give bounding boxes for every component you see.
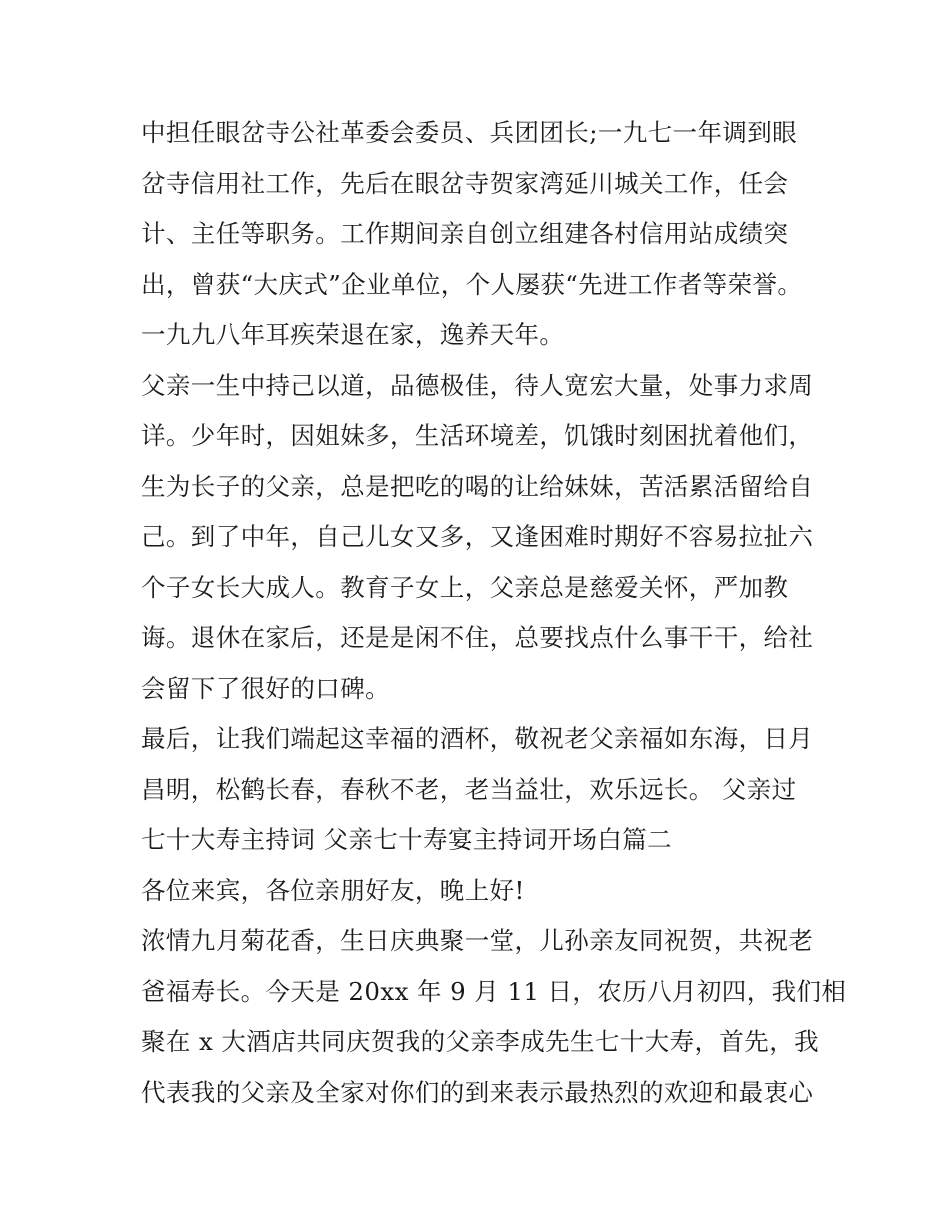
text-line-12: 会留下了很好的口碑。 bbox=[141, 673, 390, 703]
text-line-4: 出，曾获“大庆式”企业单位，个人屡获“先进工作者等荣誉。 bbox=[141, 269, 803, 299]
text-line-18: 爸福寿长。今天是 20xx 年 9 月 11 日，农历八月初四，我们相 bbox=[141, 976, 847, 1006]
text-line-10: 个子女长大成人。教育子女上，父亲总是慈爱关怀，严加教 bbox=[141, 572, 789, 602]
text-line-1: 中担任眼岔寺公社革委会委员、兵团团长;一九七一年调到眼 bbox=[141, 118, 798, 147]
text-line-9: 己。到了中年，自己儿女又多，又逢困难时期好不容易拉扯六 bbox=[141, 522, 814, 551]
document-body bbox=[141, 108, 847, 1118]
text-line-5: 一九九八年耳疾荣退在家，逸养天年。 bbox=[141, 320, 565, 349]
text-line-6: 父亲一生中持己以道，品德极佳，待人宽宏大量，处事力求周 bbox=[141, 370, 814, 400]
text-line-20: 代表我的父亲及全家对你们的到来表示最热烈的欢迎和最衷心 bbox=[141, 1077, 814, 1107]
text-line-13: 最后，让我们端起这幸福的酒杯，敬祝老父亲福如东海，日月 bbox=[141, 724, 814, 753]
text-line-7: 详。少年时，因姐妹多，生活环境差，饥饿时刻困扰着他们， bbox=[141, 421, 814, 450]
text-line-8: 生为长子的父亲，总是把吃的喝的让给妹妹，苦活累活留给自 bbox=[141, 471, 814, 501]
text-line-16: 各位来宾，各位亲朋好友，晚上好! bbox=[141, 875, 525, 905]
text-line-11: 诲。退休在家后，还是是闲不住，总要找点什么事干干，给社 bbox=[141, 623, 814, 652]
text-line-15: 七十大寿主持词 父亲七十寿宴主持词开场白篇二 bbox=[141, 825, 673, 854]
text-line-17: 浓情九月菊花香，生日庆典聚一堂，儿孙亲友同祝贺，共祝老 bbox=[141, 926, 814, 955]
text-line-14: 昌明，松鹤长春，春秋不老，老当益壮，欢乐远长。 父亲过 bbox=[141, 774, 797, 804]
text-line-2: 岔寺信用社工作，先后在眼岔寺贺家湾延川城关工作，任会 bbox=[141, 168, 789, 198]
text-line-3: 计、主任等职务。工作期间亲自创立组建各村信用站成绩突 bbox=[141, 219, 789, 248]
text-line-19: 聚在 x 大酒店共同庆贺我的父亲李成先生七十大寿，首先，我 bbox=[141, 1027, 819, 1056]
